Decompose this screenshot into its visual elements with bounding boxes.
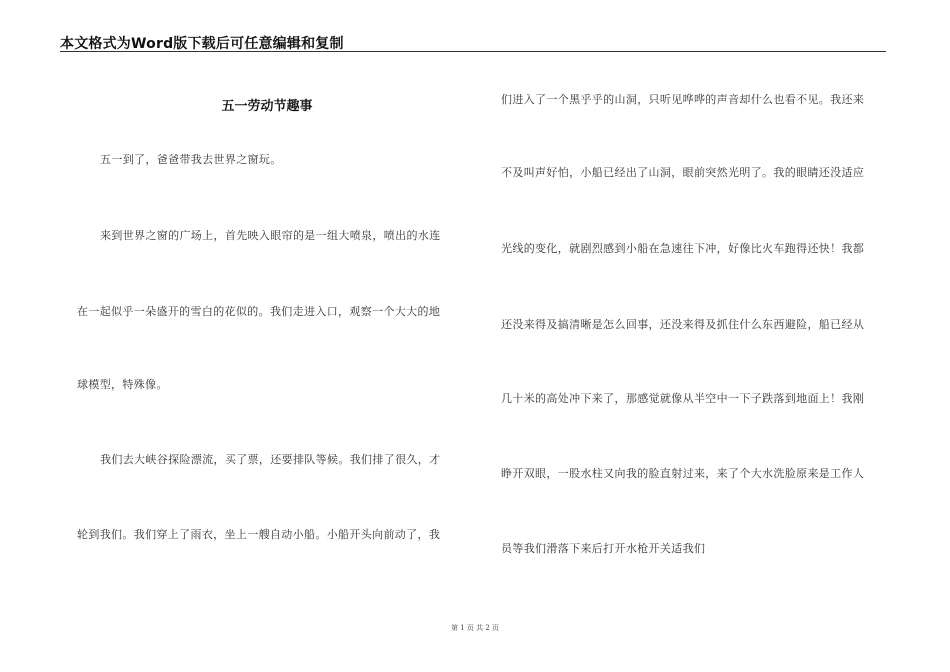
- paragraph-line: 轮到我们。我们穿上了雨衣，坐上一艘自动小船。小船开头向前动了，我: [77, 528, 441, 541]
- paragraph-line: 不及叫声好怕，小船已经出了山洞，眼前突然光明了。我的眼睛还没适应: [501, 166, 865, 179]
- paragraph-line: 光线的变化，就剧烈感到小船在急速往下冲，好像比火车跑得还快！我都: [501, 242, 865, 255]
- header-banner: 本文格式为Word版下载后可任意编辑和复制: [60, 36, 344, 52]
- paragraph-line: 几十米的高处冲下来了，那感觉就像从半空中一下子跌落到地面上！我刚: [501, 392, 865, 405]
- paragraph-line: 我们去大峡谷探险漂流，买了票，还要排队等候。我们排了很久，才: [100, 453, 441, 466]
- paragraph-line: 还没来得及搞清晰是怎么回事，还没来得及抓住什么东西避险，船已经从: [501, 318, 865, 331]
- paragraph-line: 在一起似乎一朵盛开的雪白的花似的。我们走进入口，观察一个大大的地: [77, 305, 441, 318]
- document-title: 五一劳动节趣事: [221, 99, 313, 114]
- paragraph-line: 五一到了，爸爸带我去世界之窗玩。: [100, 153, 282, 166]
- paragraph-line: 们进入了一个黑乎乎的山洞，只听见哗哗的声音却什么也看不见。我还来: [501, 93, 865, 106]
- page-indicator: 第 1 页 共 2 页: [450, 624, 500, 632]
- paragraph-line: 员等我们滑落下来后打开水枪开关适我们: [501, 542, 706, 555]
- header-divider: [60, 51, 886, 52]
- paragraph-line: 来到世界之窗的广场上，首先映入眼帘的是一组大喷泉，喷出的水连: [100, 229, 441, 242]
- paragraph-line: 球模型，特殊像。: [77, 378, 168, 391]
- paragraph-line: 睁开双眼，一股水柱又向我的脸直射过来，来了个大水洗脸原来是工作人: [501, 467, 865, 480]
